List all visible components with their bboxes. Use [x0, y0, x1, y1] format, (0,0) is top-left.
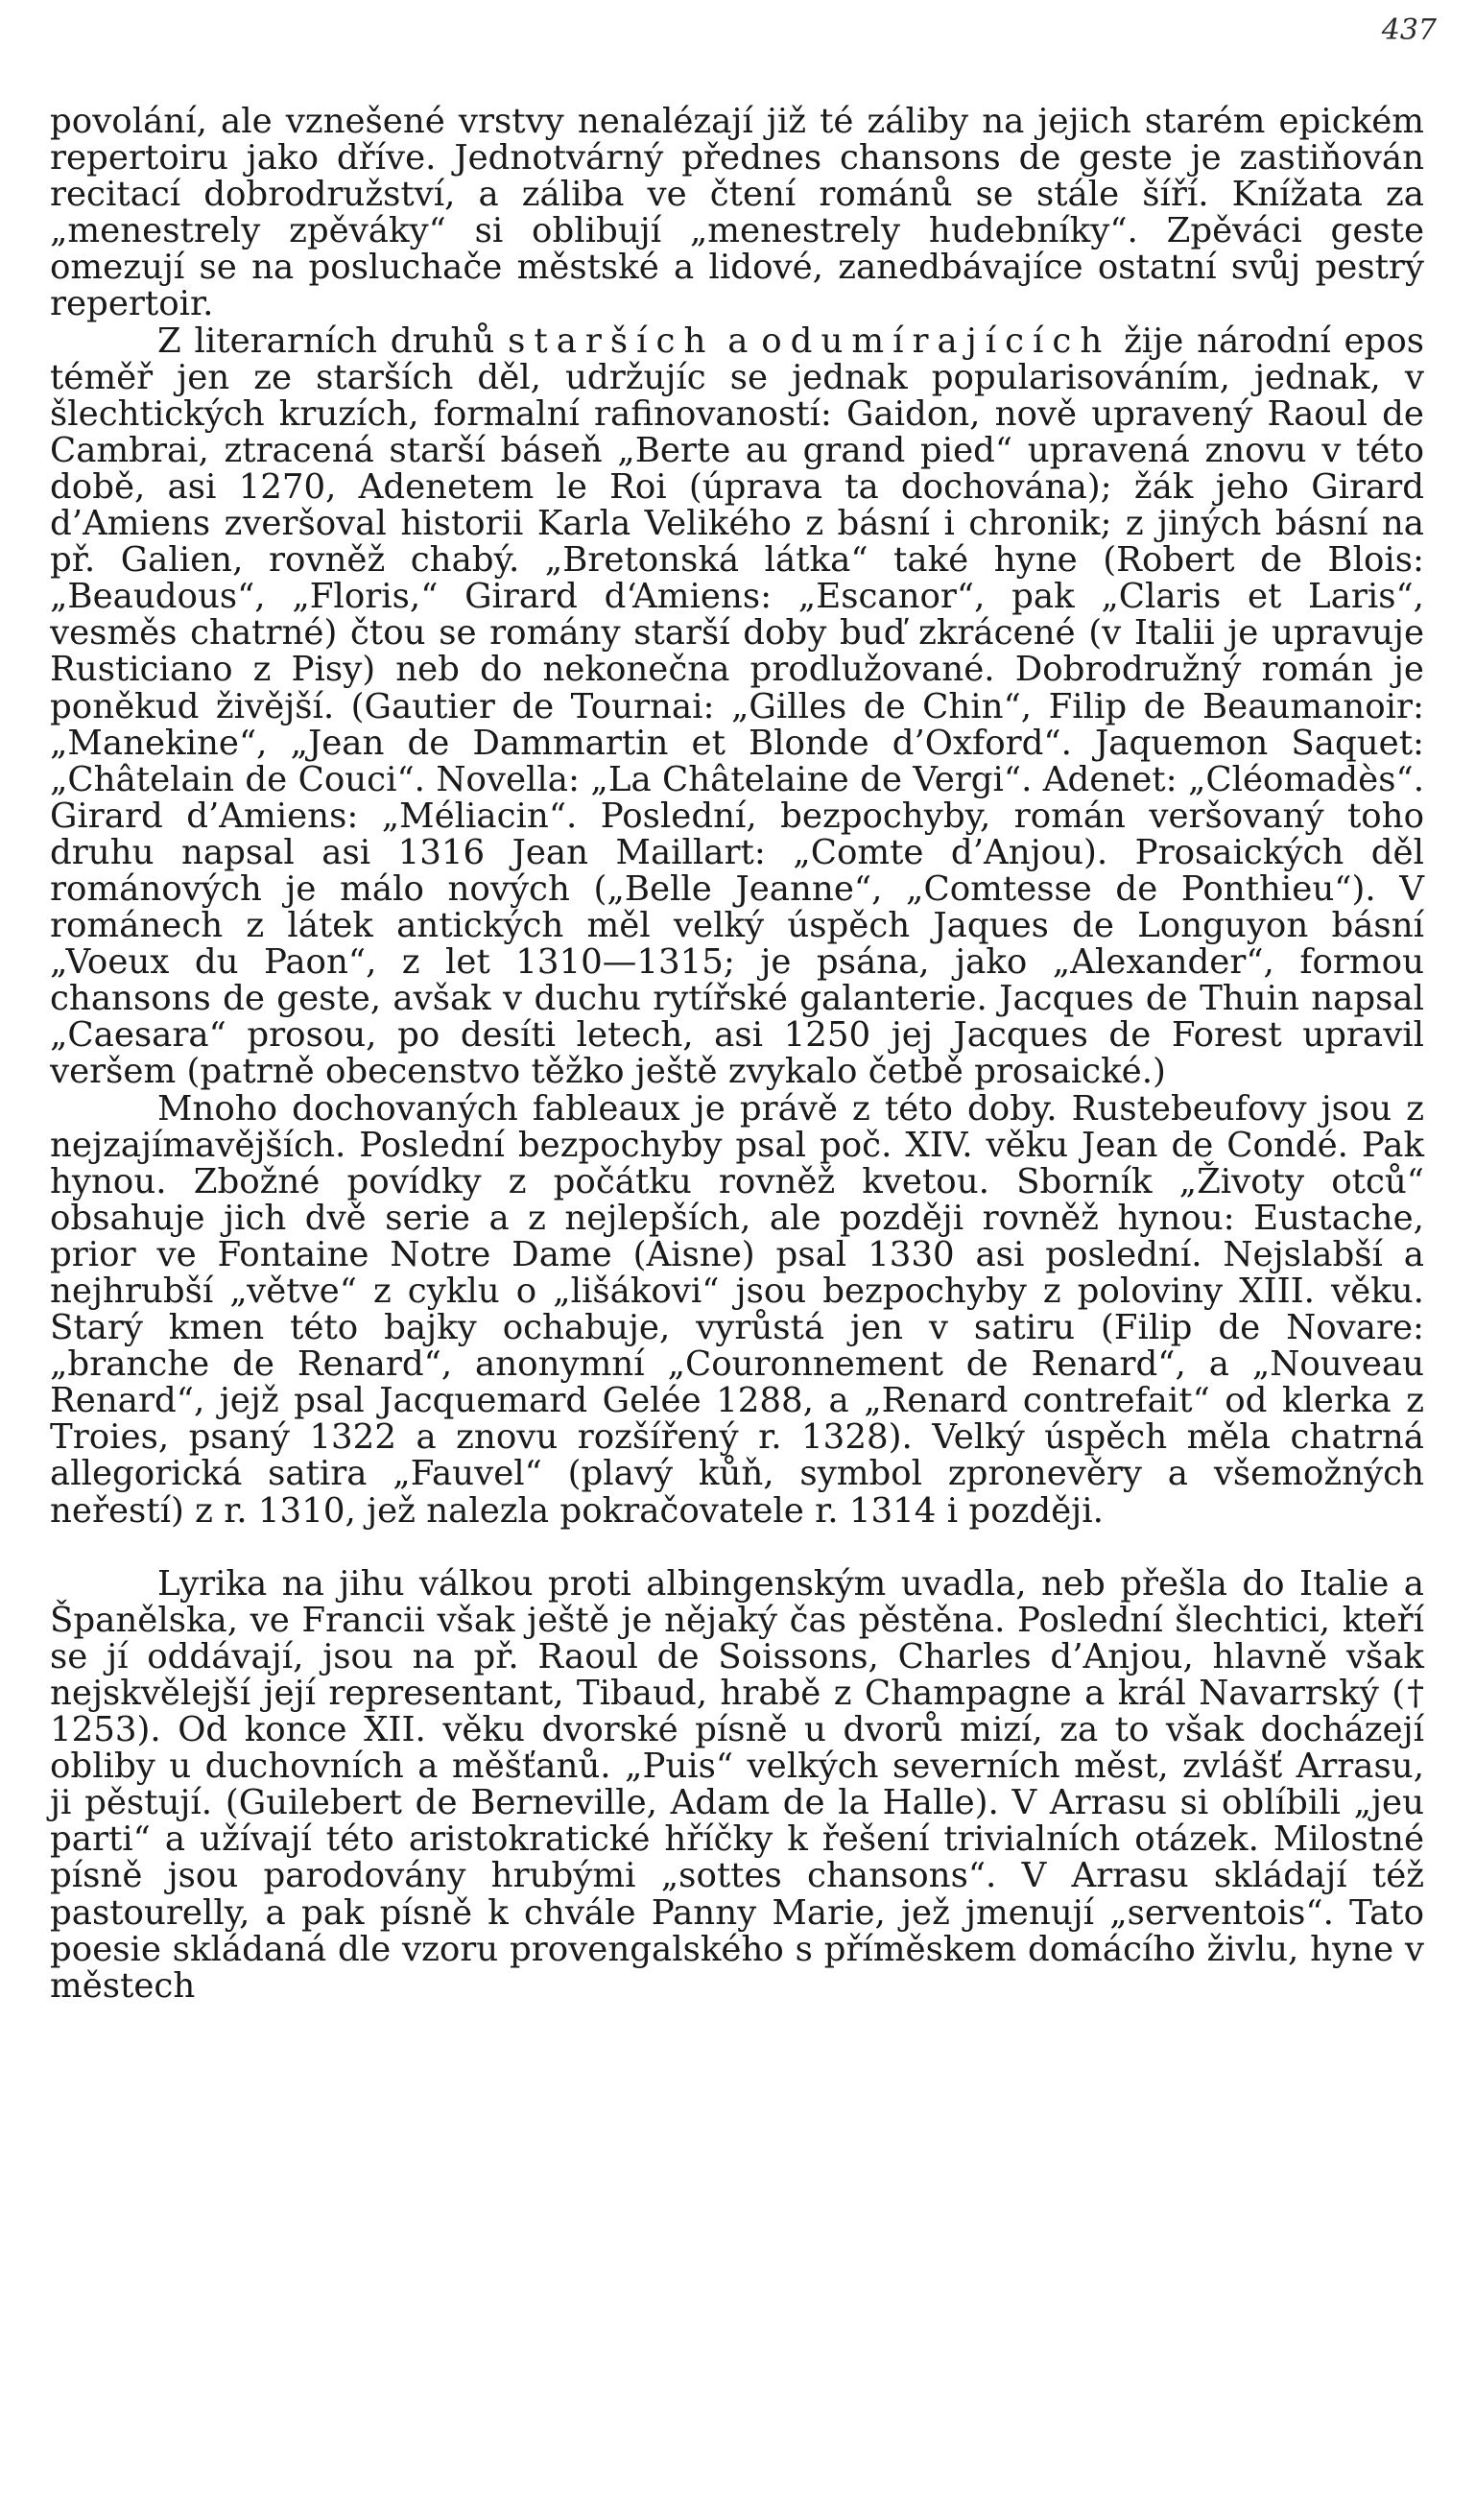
paragraph-2-lead: Z literarních druhů — [157, 321, 495, 361]
paragraph-2 — [50, 323, 1424, 1091]
body-text — [50, 104, 1424, 2005]
paragraph-2-body: žije národní epos téměř jen ze starších děl, udržujíc se jednak popularisováním, jednak, v šlechtických kruzích, formalní rafinovaností: Gaidon, nově upravený Raoul de Cambrai, ztracená starší báseň „Berte au grand pied“ upravená znovu v této době, asi 1270, Adenetem le Roi (úprava ta dochována); žák jeho Girard d’Amiens zveršoval historii Karla Velikého z básní i chronik; z jiných básní na př. Galien, rovněž chabý. „Bretonská látka“ také hyne (Robert de Blois: „Beaudous“, „Floris,“ Girard d‘Amiens: „Escanor“, pak „Claris et Laris“, vesměs chatrné) čtou se romány starší doby buď zkrácené (v Italii je upravuje Rusticiano z Pisy) neb do nekonečna prodlužované. Dobrodružný román je poněkud živější. (Gautier de Tournai: „Gilles de Chin“, Filip de Beaumanoir: „Manekine“, „Jean de Dammartin et Blonde d’Oxford“. Jaquemon Saquet: „Châtelain de Couci“. Novella: „La Châtelaine de Vergi“. Adenet: „Cléomadès“. Girard d’Amiens: „Méliacin“. Poslední, bezpochyby, román veršovaný toho druhu napsal asi 1316 Jean Maillart: „Comte d’Anjou). Prosaických děl románových je málo nových („Belle Jeanne“, „Comtesse de Ponthieu“). V románech z látek antických měl velký úspěch Jaques de Longuyon básní „Voeux du Paon“, z let 1310—1315; je psána, jako „Alexander“, formou chansons de geste, avšak v duchu rytířské galanterie. Jacques de Thuin napsal „Caesara“ prosou, po desíti letech, asi 1250 jej Jacques de Forest upravil veršem (patrně obecenstvo těžko ještě zvykalo četbě prosaické.) — [50, 321, 1425, 1092]
paragraph-2-conjunction: a — [727, 321, 749, 361]
paragraph-1: povolání, ale vznešené vrstvy nenalézají již té záliby na jejich starém epickém repertoiru jako dříve. Jednotvárný přednes chansons de geste je zastiňován recitací dobrodružství, a záliba ve čtení románů se stále šíří. Knížata za „menestrely zpěváky“ si oblibují „menestrely hudebníky“. Zpěváci geste omezují se na posluchače městské a lidové, zanedbávajíce ostatní svůj pestrý repertoir. — [50, 102, 1424, 324]
page-number: 437 — [1381, 13, 1437, 47]
spaced-word-starsich: starších — [508, 321, 715, 361]
paragraph-4: Lyrika na jihu válkou proti albingenským uvadla, neb přešla do Italie a Španělska, ve Francii však ještě je nějaký čas pěstěna. Poslední šlechtici, kteří se jí oddávají, jsou na př. Raoul de Soissons, Charles d’Anjou, hlavně však nejskvělejší její representant, Tibaud, hrabě z Champagne a král Navarrský († 1253). Od konce XII. věku dvorské písně u dvorů mizí, za to však docházejí obliby u duchovních a měšťanů. „Puis“ velkých severních měst, zvlášť Arrasu, ji pěstují. (Guilebert de Berneville, Adam de la Halle). V Arrasu si oblíbili „jeu parti“ a užívají této aristokratické hříčky k řešení trivialních otázek. Milostné písně jsou parodovány hrubými „sottes chansons“. V Arrasu skládají též pastourelly, a pak písně k chvále Panny Marie, jež jmenují „serventois“. Tato poesie skládaná dle vzoru provengalského s příměskem domácího živlu, hyne v městech — [50, 1563, 1424, 2006]
paragraph-3: Mnoho dochovaných fableaux je právě z této doby. Rustebeufovy jsou z nejzajímavějších. Poslední bezpochyby psal poč. XIV. věku Jean de Condé. Pak hynou. Zbožné povídky z počátku rovněž kvetou. Sborník „Životy otců“ obsahuje jich dvě serie a z nejlepších, ale později rovněž hynou: Eustache, prior ve Fontaine Notre Dame (Aisne) psal 1330 asi poslední. Nejslabší a nejhrubší „větve“ z cyklu o „lišákovi“ jsou bezpochyby z poloviny XIII. věku. Starý kmen této bajky ochabuje, vyrůstá jen v satiru (Filip de Novare: „branche de Renard“, anonymní „Couronnement de Renard“, a „Nouveau Renard“, jejž psal Jacquemard Gelée 1288, a „Renard contrefait“ od klerka z Troies, psaný 1322 a znovu rozšířený r. 1328). Velký úspěch měla chatrná allegorická satira „Fauvel“ (plavý kůň, symbol zpronevěry a všemožných neřestí) z r. 1310, jež nalezla pokračovatele r. 1314 i později. — [50, 1088, 1424, 1531]
spaced-word-odumirajicich: odumírajících — [761, 321, 1111, 361]
